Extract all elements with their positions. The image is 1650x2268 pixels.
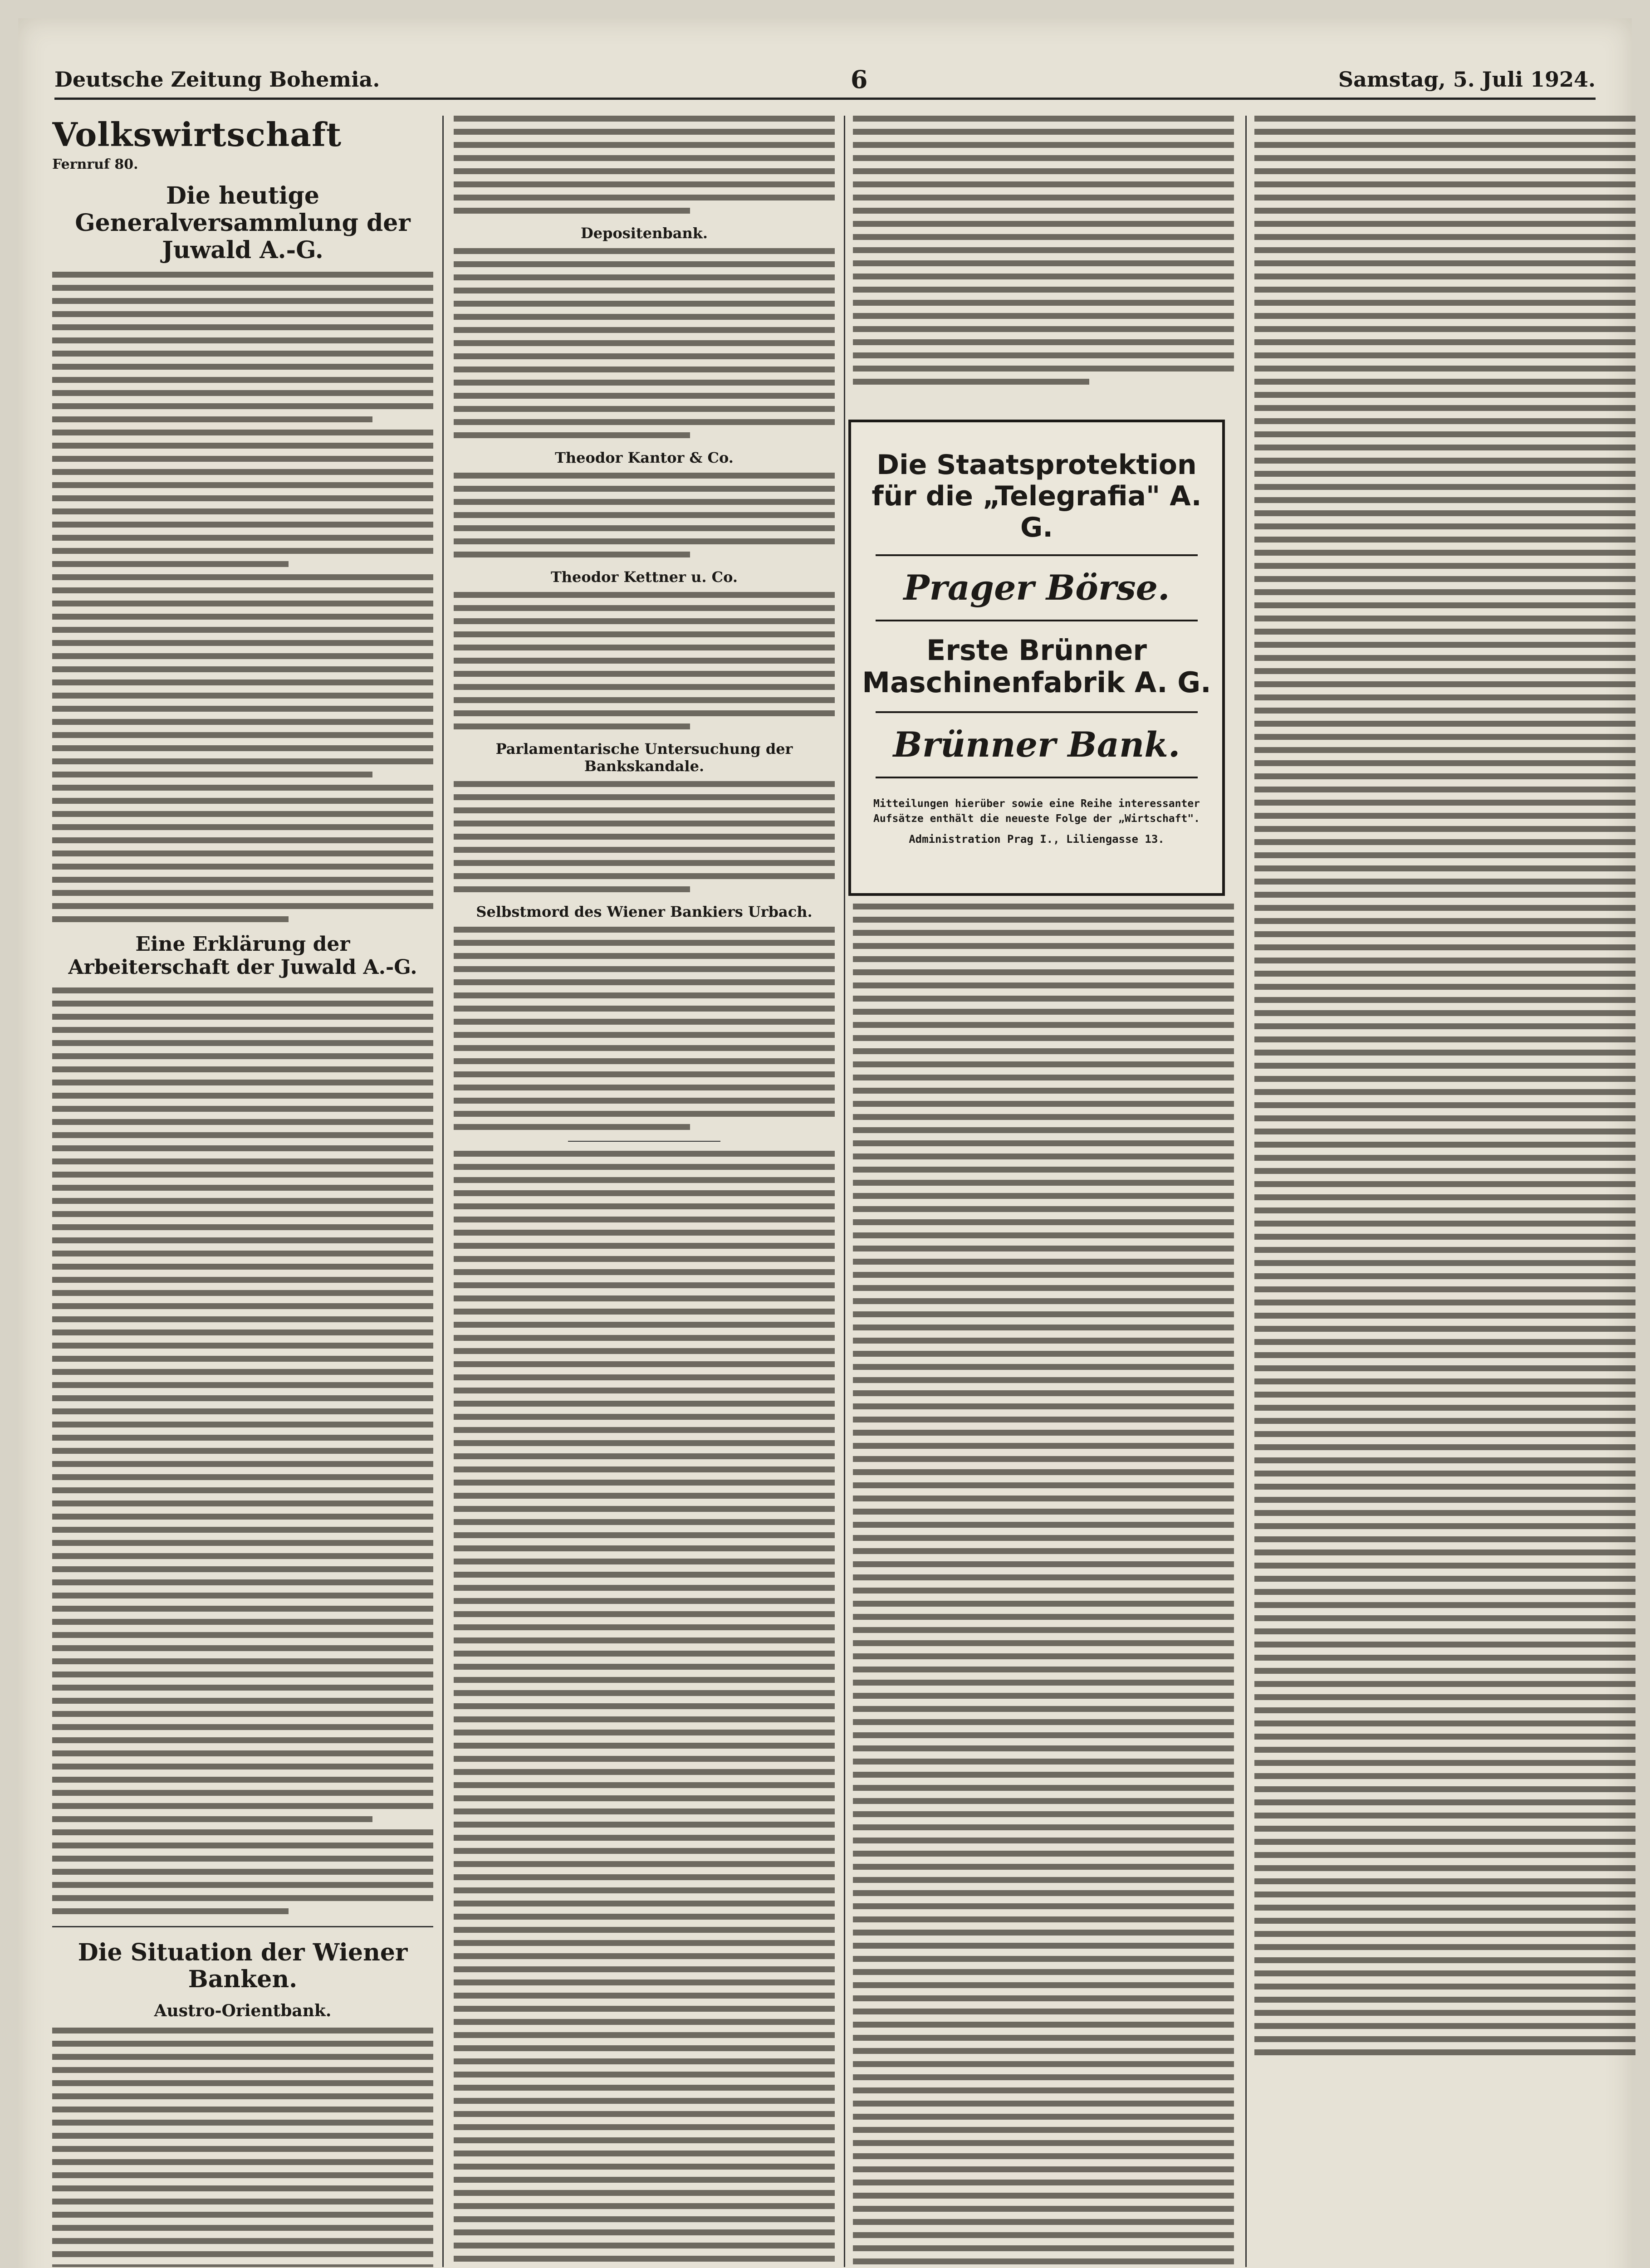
subhead: Parlamentarische Untersuchung der Bankskandale. xyxy=(495,740,793,775)
article-body xyxy=(52,2028,433,2267)
section-phone: Fernruf 80. xyxy=(52,156,138,172)
newspaper-name: Deutsche Zeitung Bohemia. xyxy=(54,67,380,92)
subhead: Theodor Kantor & Co. xyxy=(555,449,734,466)
article-title: Die heutige Generalversammlung der Juwald A.-G. xyxy=(75,182,411,264)
ad-note: Mitteilungen hierüber sowie eine Reihe interessanter Aufsätze enthält die neueste Folge der „Wirtschaft". xyxy=(873,797,1200,825)
column-1 xyxy=(52,116,433,2267)
subhead: Depositenbank. xyxy=(580,225,708,242)
column-2 xyxy=(454,116,835,2267)
article-body xyxy=(52,272,433,922)
article-body xyxy=(454,473,835,557)
article-title: Eine Erklärung der Arbeiterschaft der Juwald A.-G. xyxy=(68,933,417,979)
advertisement-box xyxy=(848,420,1225,896)
article-body xyxy=(454,927,835,1130)
article-body xyxy=(454,248,835,438)
subhead: Selbstmord des Wiener Bankiers Urbach. xyxy=(476,903,813,920)
article-body xyxy=(1254,116,1635,2055)
article-body xyxy=(454,781,835,892)
ad-headline: Die Staatsprotektion für die „Telegrafia" A. G. xyxy=(872,449,1202,543)
article-subtitle: Austro-Orientbank. xyxy=(154,2001,332,2021)
newspaper-page xyxy=(18,18,1632,2268)
ad-footer: Administration Prag I., Liliengasse 13. xyxy=(909,833,1165,846)
section-title: Volkswirtschaft xyxy=(52,116,342,154)
article-body xyxy=(853,904,1234,2267)
article-body xyxy=(52,987,433,1914)
article-body xyxy=(454,116,835,214)
subhead: Theodor Kettner u. Co. xyxy=(550,568,738,586)
article-title: Die Situation der Wiener Banken. xyxy=(78,1938,408,1994)
article-body xyxy=(454,592,835,729)
ad-prager-boerse: Prager Börse. xyxy=(903,567,1170,608)
article-body xyxy=(853,116,1234,385)
column-4 xyxy=(1254,116,1635,2267)
page-number: 6 xyxy=(850,65,868,94)
ad-maschinenfabrik: Erste Brünner Maschinenfabrik A. G. xyxy=(862,633,1211,699)
article-body xyxy=(454,1151,835,2267)
ad-bruenner-bank: Brünner Bank. xyxy=(893,724,1180,765)
page-header xyxy=(54,61,1596,100)
issue-date: Samstag, 5. Juli 1924. xyxy=(1338,67,1596,92)
